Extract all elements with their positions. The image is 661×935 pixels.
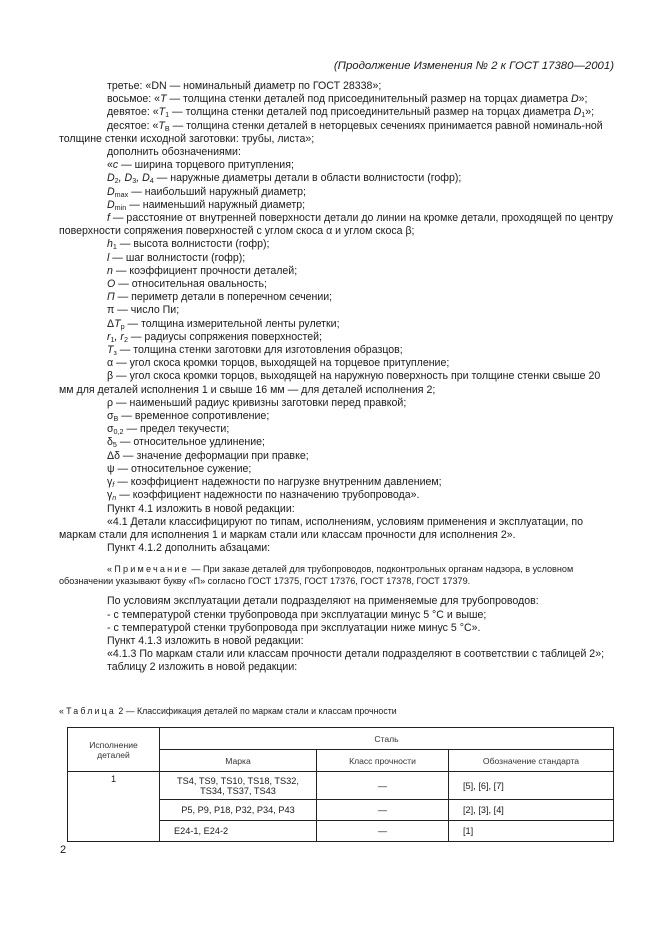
cell-grade: P5, P9, P18, P32, P34, P43 (160, 800, 317, 821)
header-class: Класс прочности (317, 750, 449, 772)
paragraph: Пункт 4.1.3 изложить в новой редакции: (107, 634, 304, 647)
paragraph: Пункт 4.1 изложить в новой редакции: (107, 502, 295, 515)
paragraph: $\gamma_n$ — коэффициент надежности по назначению трубопровода». (107, 489, 420, 503)
paragraph: f — расстояние от внутренней поверхности детали до линии на кромке детали, проходящей по центру поверхности сопряжения поверхностей с углом скоса α и углом скоса β; (59, 212, 614, 238)
paragraph: таблицу 2 изложить в новой редакции: (107, 661, 298, 674)
paragraph: l — шаг волнистости (гофр); (107, 251, 246, 264)
header-execution: Исполнение деталей (68, 728, 160, 772)
table-caption (59, 706, 397, 716)
paragraph: $\gamma_f$ — коэффициент надежности по нагрузке внутренним давлением; (107, 476, 442, 490)
paragraph: O — относительная овальность; (107, 278, 267, 291)
paragraph: $\sigma_В$ — временное сопротивление; (107, 410, 270, 424)
paragraph: $T_з$ — толщина стенки заготовки для изготовления образцов; (107, 344, 403, 358)
paragraph: $r_1$, $r_2$ — радиусы сопряжения поверхностей; (107, 330, 322, 344)
paragraph: «4.1.3 По маркам стали или классам прочности детали подразделяют в соответствии с таблицей 2»; (107, 648, 605, 661)
paragraph: $\delta_5$ — относительное удлинение; (107, 436, 265, 450)
paragraph: $h_1$ — высота волнистости (гофр); (107, 238, 270, 252)
paragraph: ψ — относительное сужение; (107, 462, 252, 475)
paragraph: девятое: «$T_1$ — толщина стенки деталей под присоединительный размер на торцах диаметра $D_1$»; (107, 106, 595, 120)
cell-class: — (317, 821, 449, 842)
cell-grade: E24-1, E24-2 (160, 821, 317, 842)
paragraph: α — угол скоса кромки торцов, выходящей на торцевое притупление; (107, 357, 450, 370)
paragraph: - с температурой стенки трубопровода при эксплуатации ниже минус 5 °С». (107, 621, 481, 634)
paragraph: третье: «DN — номинальный диаметр по ГОСТ 28338»; (107, 80, 382, 92)
paragraph: $D_{max}$ — наибольший наружный диаметр; (107, 185, 306, 199)
paragraph: $D_2$, $D_3$, $D_4$ — наружные диаметры детали в области волнистости (гофр); (107, 172, 462, 186)
running-header: (Продолжение Изменения № 2 к ГОСТ 17380—2001) (333, 60, 614, 72)
paragraph: ρ — наименьший радиус кривизны заготовки перед правкой; (107, 396, 407, 409)
cell-class: — (317, 800, 449, 821)
paragraph: «4.1 Детали классифицируют по типам, исполнениям, условиям применения и эксплуатации, по маркам стали для исполнения 1 и маркам стали или классам прочности для исполнения 2». (59, 515, 584, 541)
paragraph: «c — ширина торцевого притупления; (107, 159, 294, 172)
paragraph: дополнить обозначениями: (107, 146, 241, 159)
paragraph: $\sigma_{0,2}$ — предел текучести; (107, 423, 230, 437)
paragraph: По условиям эксплуатации детали подразделяют на применяемые для трубопроводов: (107, 595, 539, 608)
table-caption-label: «Таблица (59, 706, 116, 716)
header-standard: Обозначение стандарта (449, 750, 614, 772)
cell-class: — (317, 772, 449, 800)
table-caption-text: 2 — Классификация деталей по маркам стали и классам прочности (115, 706, 397, 716)
cell-standard: [5], [6], [7] (449, 772, 614, 800)
paragraph: n — коэффициент прочности деталей; (107, 264, 298, 277)
cell-execution: 1 (68, 772, 160, 842)
paragraph: $D_{min}$ — наименьший наружный диаметр; (107, 198, 306, 212)
paragraph: Пункт 4.1.2 дополнить абзацами: (107, 542, 271, 555)
note (59, 563, 615, 587)
note-text: — При заказе деталей для трубопроводов, подконтрольных органам надзора, в условном обозначении указывают букву «П» согласно ГОСТ 17375, ГОСТ 17376, ГОСТ 17378, ГОСТ 17379. (59, 564, 574, 587)
paragraph: десятое: «$T_В$ — толщина стенки деталей в неторцевых сечениях принимается равной номиналь-ной толщине стенки исходной заготовки: трубы, листа»; (59, 119, 603, 145)
cell-standard: [1] (449, 821, 614, 842)
paragraph: П — периметр детали в поперечном сечении; (107, 291, 333, 304)
page-number: 2 (60, 844, 67, 856)
header-grade: Марка (160, 750, 317, 772)
paragraph: $\Delta T_р$ — толщина измерительной ленты рулетки; (107, 317, 340, 331)
paragraph: β — угол скоса кромки торцов, выходящей на наружную поверхность при толщине стенки свыше 20 мм для деталей исполнения 1 и свыше 16 мм — для деталей исполнения 2; (59, 370, 601, 396)
paragraph: - с температурой стенки трубопровода при эксплуатации минус 5 °С и выше; (107, 608, 487, 621)
cell-grade: TS4, TS9, TS10, TS18, TS32, TS34, TS37, TS43 (160, 772, 317, 800)
table-row (68, 772, 614, 800)
header-steel: Сталь (160, 728, 614, 750)
note-label: «Примечание (107, 564, 189, 575)
paragraph: Δδ — значение деформации при правке; (107, 449, 309, 462)
paragraph: восьмое: «T — толщина стенки деталей под присоединительный размер на торцах диаметра D»; (107, 93, 588, 106)
classification-table (67, 727, 614, 842)
document-body (59, 80, 615, 675)
cell-standard: [2], [3], [4] (449, 800, 614, 821)
paragraph: π — число Пи; (107, 304, 180, 317)
